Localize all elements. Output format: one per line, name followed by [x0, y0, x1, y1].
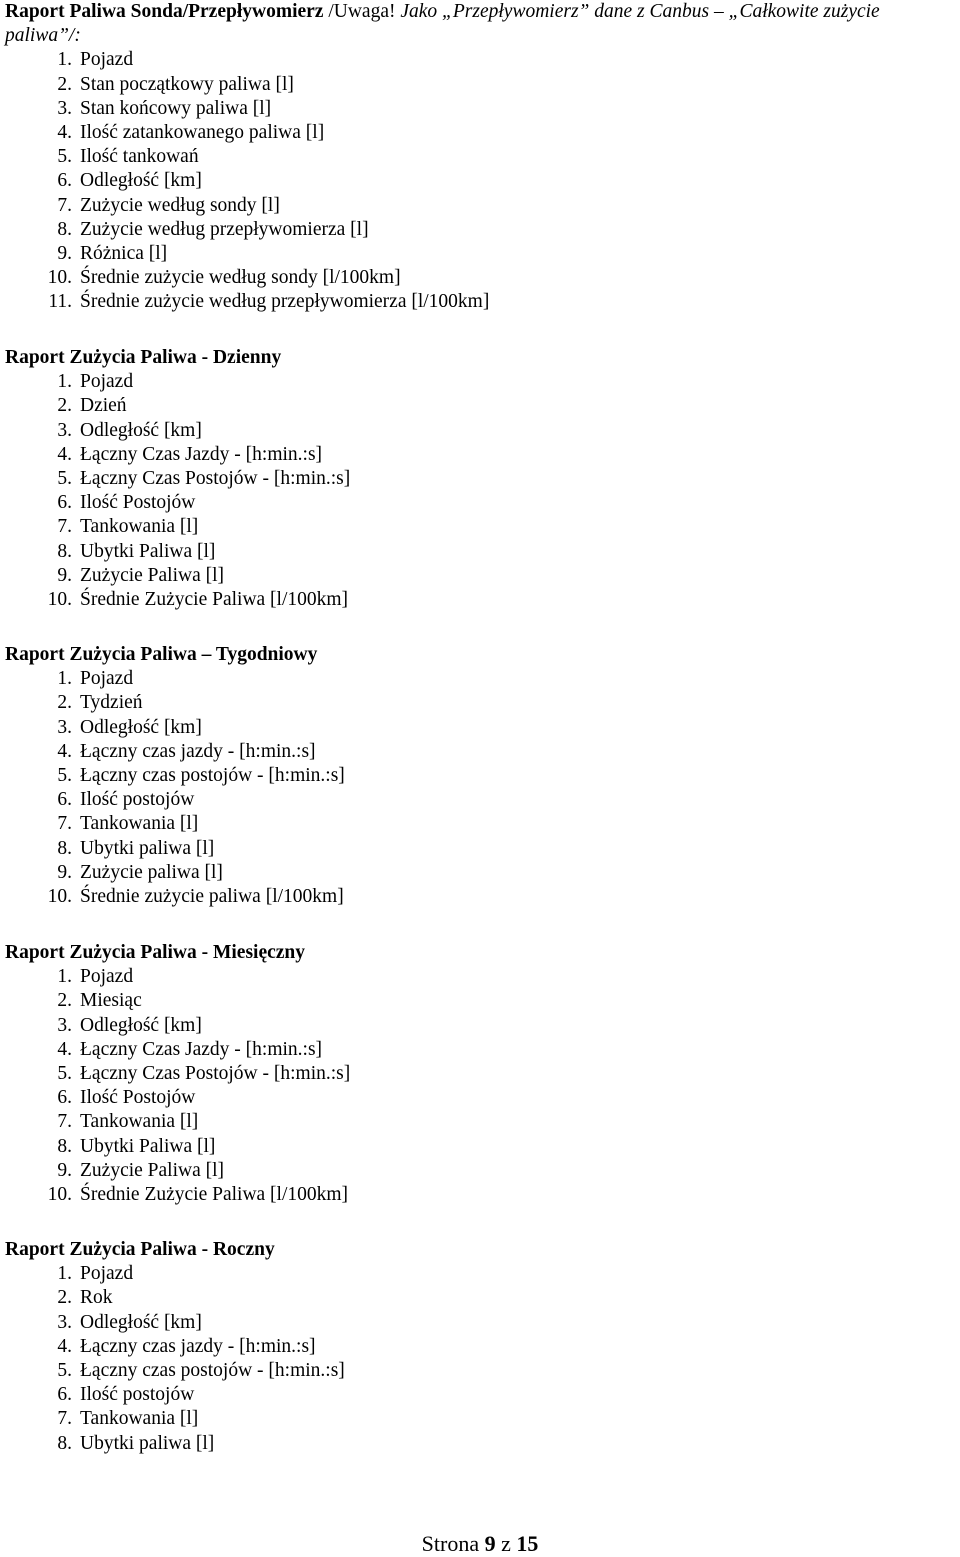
list-item-number: 7.	[57, 194, 72, 216]
list-item-number: 9.	[57, 242, 72, 264]
list-item-number: 3.	[57, 1014, 72, 1036]
section-title-bold: Raport Paliwa Sonda/Przepływomierz	[5, 1, 329, 22]
list-item-number: 1.	[57, 668, 72, 690]
list-item-text: Ubytki paliwa [l]	[80, 837, 215, 859]
list-item-text: Łączny czas postojów - [h:min.:s]	[80, 1359, 345, 1381]
list-item-text: Stan końcowy paliwa [l]	[80, 97, 272, 119]
list-item-text: Ubytki Paliwa [l]	[80, 1135, 216, 1157]
list-item-number: 10.	[47, 267, 72, 289]
section-title-italic: Jako „Przepływomierz” dane z Canbus – „Całkowite zużycie paliwa”/:	[5, 1, 880, 47]
list-item-text: Odległość [km]	[80, 419, 202, 441]
list-item-number: 1.	[57, 1263, 72, 1285]
list-item-number: 2.	[57, 692, 72, 714]
list-item-number: 8.	[57, 837, 72, 859]
list-item-text: Ubytki Paliwa [l]	[80, 540, 216, 562]
list-item-text: Pojazd	[80, 371, 134, 393]
list-item-text: Pojazd	[80, 966, 134, 988]
list-item-text: Tankowania [l]	[80, 516, 199, 538]
list-item-text: Łączny Czas Jazdy - [h:min.:s]	[80, 1038, 323, 1060]
list-item-number: 8.	[57, 218, 72, 240]
list-item-text: Pojazd	[80, 49, 134, 71]
list-item-number: 5.	[57, 1062, 72, 1084]
list-item-number: 4.	[57, 1335, 72, 1357]
list-item-number: 9.	[57, 861, 72, 883]
list-item-number: 2.	[57, 1287, 72, 1309]
list-item-text: Łączny Czas Postojów - [h:min.:s]	[80, 1062, 351, 1084]
list-item-number: 7.	[57, 813, 72, 835]
section-title-tygodniowy: Raport Zużycia Paliwa – Tygodniowy	[5, 644, 318, 665]
list-item-number: 3.	[57, 419, 72, 441]
list-item-number: 3.	[57, 97, 72, 119]
list-item-number: 7.	[57, 516, 72, 538]
list-item-number: 6.	[57, 492, 72, 514]
list-item-number: 1.	[57, 371, 72, 393]
page-footer	[0, 1531, 960, 1557]
list-item-text: Ubytki paliwa [l]	[80, 1432, 215, 1454]
list-item-number: 2.	[57, 990, 72, 1012]
list-item-text: Łączny czas jazdy - [h:min.:s]	[80, 1335, 316, 1357]
list-item-number: 9.	[57, 1159, 72, 1181]
list-item-number: 8.	[57, 540, 72, 562]
list-item-number: 7.	[57, 1408, 72, 1430]
list-item-number: 10.	[47, 588, 72, 610]
list-item-text: Rok	[80, 1287, 113, 1309]
list-item-text: Zużycie Paliwa [l]	[80, 564, 225, 586]
list-item-number: 6.	[57, 789, 72, 811]
list-item-number: 8.	[57, 1432, 72, 1454]
list-item-number: 4.	[57, 740, 72, 762]
list-item-text: Odległość [km]	[80, 1014, 202, 1036]
footer-prefix: Strona	[421, 1531, 485, 1556]
list-item-text: Łączny Czas Postojów - [h:min.:s]	[80, 467, 351, 489]
list-item-number: 5.	[57, 146, 72, 168]
list-item-text: Pojazd	[80, 1263, 134, 1285]
list-item-number: 2.	[57, 73, 72, 95]
section-title-sonda-przeplywomierz	[5, 0, 955, 48]
list-item-number: 6.	[57, 170, 72, 192]
list-item-text: Średnie zużycie według sondy [l/100km]	[80, 267, 401, 289]
list-item-text: Tankowania [l]	[80, 1111, 199, 1133]
list-item-text: Ilość postojów	[80, 789, 195, 811]
list-item-text: Różnica [l]	[80, 242, 168, 264]
list-item-number: 7.	[57, 1111, 72, 1133]
list-item-number: 6.	[57, 1384, 72, 1406]
list-item-text: Średnie Zużycie Paliwa [l/100km]	[80, 588, 349, 610]
list-item-text: Odległość [km]	[80, 716, 202, 738]
section-title-miesieczny: Raport Zużycia Paliwa - Miesięczny	[5, 942, 306, 963]
list-item-text: Odległość [km]	[80, 170, 202, 192]
list-item-text: Zużycie paliwa [l]	[80, 861, 223, 883]
list-item-number: 4.	[57, 443, 72, 465]
list-item-text: Średnie zużycie paliwa [l/100km]	[80, 885, 344, 907]
list-item-number: 1.	[57, 966, 72, 988]
list-item-text: Miesiąc	[80, 990, 142, 1012]
list-item-number: 4.	[57, 121, 72, 143]
list-item-number: 9.	[57, 564, 72, 586]
list-item-text: Dzień	[80, 395, 127, 417]
footer-middle: z	[495, 1531, 517, 1556]
list-item-number: 3.	[57, 1311, 72, 1333]
list-item-text: Tankowania [l]	[80, 1408, 199, 1430]
list-item-text: Łączny czas postojów - [h:min.:s]	[80, 764, 345, 786]
footer-page-number: 9	[484, 1531, 496, 1556]
list-item-text: Średnie Zużycie Paliwa [l/100km]	[80, 1183, 349, 1205]
list-item-number: 10.	[47, 1183, 72, 1205]
list-item-number: 5.	[57, 467, 72, 489]
list-item-number: 6.	[57, 1087, 72, 1109]
section-title-roczny: Raport Zużycia Paliwa - Roczny	[5, 1239, 275, 1260]
list-item-text: Stan początkowy paliwa [l]	[80, 73, 294, 95]
list-item-number: 4.	[57, 1038, 72, 1060]
list-item-text: Pojazd	[80, 668, 134, 690]
list-item-number: 10.	[47, 885, 72, 907]
list-item-text: Zużycie według sondy [l]	[80, 194, 280, 216]
list-item-text: Zużycie według przepływomierza [l]	[80, 218, 369, 240]
list-item-number: 5.	[57, 1359, 72, 1381]
list-item-text: Łączny Czas Jazdy - [h:min.:s]	[80, 443, 323, 465]
list-item-text: Ilość tankowań	[80, 146, 199, 168]
list-item-number: 11.	[48, 291, 72, 313]
list-item-text: Zużycie Paliwa [l]	[80, 1159, 225, 1181]
list-item-text: Łączny czas jazdy - [h:min.:s]	[80, 740, 316, 762]
list-item-text: Ilość postojów	[80, 1384, 195, 1406]
list-item-number: 3.	[57, 716, 72, 738]
list-item-number: 5.	[57, 764, 72, 786]
list-item-text: Tankowania [l]	[80, 813, 199, 835]
list-item-text: Średnie zużycie według przepływomierza [l/100km]	[80, 291, 490, 313]
list-item-number: 2.	[57, 395, 72, 417]
list-item-text: Ilość zatankowanego paliwa [l]	[80, 121, 325, 143]
list-item-text: Odległość [km]	[80, 1311, 202, 1333]
list-item-number: 1.	[57, 49, 72, 71]
list-item-number: 8.	[57, 1135, 72, 1157]
list-item-text: Ilość Postojów	[80, 492, 196, 514]
section-title-note: /Uwaga!	[328, 1, 401, 22]
footer-page-total: 15	[516, 1531, 539, 1556]
list-item-text: Tydzień	[80, 692, 143, 714]
list-item-text: Ilość Postojów	[80, 1087, 196, 1109]
section-title-dzienny: Raport Zużycia Paliwa - Dzienny	[5, 347, 282, 368]
